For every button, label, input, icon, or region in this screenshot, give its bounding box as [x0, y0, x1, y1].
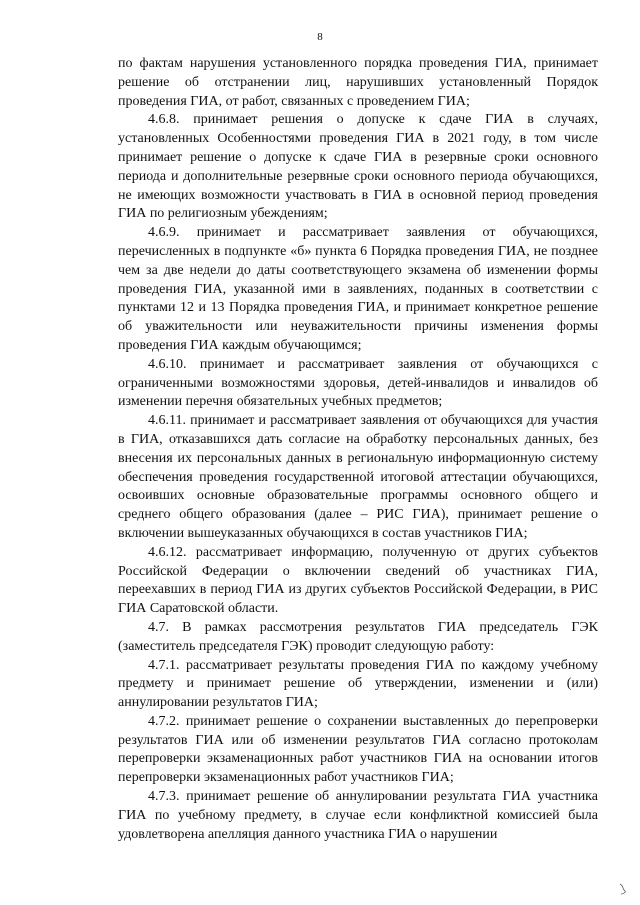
- paragraph-4-7-1: 4.7.1. рассматривает результаты проведения ГИА по каждому учебному предмету и принимает решение об утверждении, изменении и (или) аннулировании результатов ГИА;: [118, 657, 598, 711]
- paragraph-4-6-8: 4.6.8. принимает решения о допуске к сдаче ГИА в случаях, установленных Особенностями проведения ГИА в 2021 году, в том числе принимает решение о допуске к сдаче ГИА в резервные сроки основного периода и дополнительные резервные сроки основного периода обучающихся, не имеющих возможности участвовать в ГИА в основной период проведения ГИА по религиозным убеждениям;: [118, 112, 598, 222]
- paragraph-4-6-10: 4.6.10. принимает и рассматривает заявления от обучающихся с ограниченными возможностями здоровья, детей-инвалидов и инвалидов об изменении перечня обязательных учебных предметов;: [118, 356, 598, 410]
- document-body: [118, 55, 598, 844]
- paragraph-4-7: 4.7. В рамках рассмотрения результатов ГИА председатель ГЭК (заместитель председателя ГЭК) проводит следующую работу:: [118, 619, 598, 654]
- paragraph-4-6-9: 4.6.9. принимает и рассматривает заявления от обучающихся, перечисленных в подпункте «б» пункта 6 Порядка проведения ГИА, не позднее чем за две недели до даты соответствующего экзамена об изменении формы проведения ГИА, указанной ими в заявлениях, поданных в соответствии с пунктами 12 и 13 Порядка проведения ГИА, и принимает конкретное решение об уважительности или неуважительности причины изменения формы проведения ГИА каждым обучающимся;: [118, 225, 598, 353]
- paragraph-continuation: по фактам нарушения установленного порядка проведения ГИА, принимает решение об отстранении лиц, нарушивших установленный Порядок проведения ГИА, от работ, связанных с проведением ГИА;: [118, 56, 598, 109]
- paragraph-4-7-3: 4.7.3. принимает решение об аннулировании результата ГИА участника ГИА по учебному предмету, в случае если конфликтной комиссией была удовлетворена апелляция данного участника ГИА о нарушении: [118, 789, 598, 842]
- paragraph-4-6-12: 4.6.12. рассматривает информацию, полученную от других субъектов Российской Федерации о включении сведений об участниках ГИА, переехавших в период ГИА из других субъектов Российской Федерации, в РИС ГИА Саратовской области.: [118, 544, 598, 617]
- paragraph-4-6-11: 4.6.11. принимает и рассматривает заявления от обучающихся для участия в ГИА, отказавшихся дать согласие на обработку персональных данных, без внесения их персональных данных в региональную информационную систему обеспечения проведения государственной итоговой аттестации обучающихся, освоивших основные образовательные программы основного общего и среднего общего образования (далее – РИС ГИА), принимает решение о включении вышеуказанных обучающихся в состав участников ГИА;: [118, 413, 598, 541]
- paragraph-4-7-2: 4.7.2. принимает решение о сохранении выставленных до перепроверки результатов ГИА или об изменении результатов ГИА согласно протоколам перепроверки экзаменационных работ участников ГИА на основании итогов перепроверки экзаменационных работ участников ГИА;: [118, 713, 598, 786]
- page-number: 8: [317, 31, 323, 43]
- page-corner-mark-icon: [618, 883, 628, 895]
